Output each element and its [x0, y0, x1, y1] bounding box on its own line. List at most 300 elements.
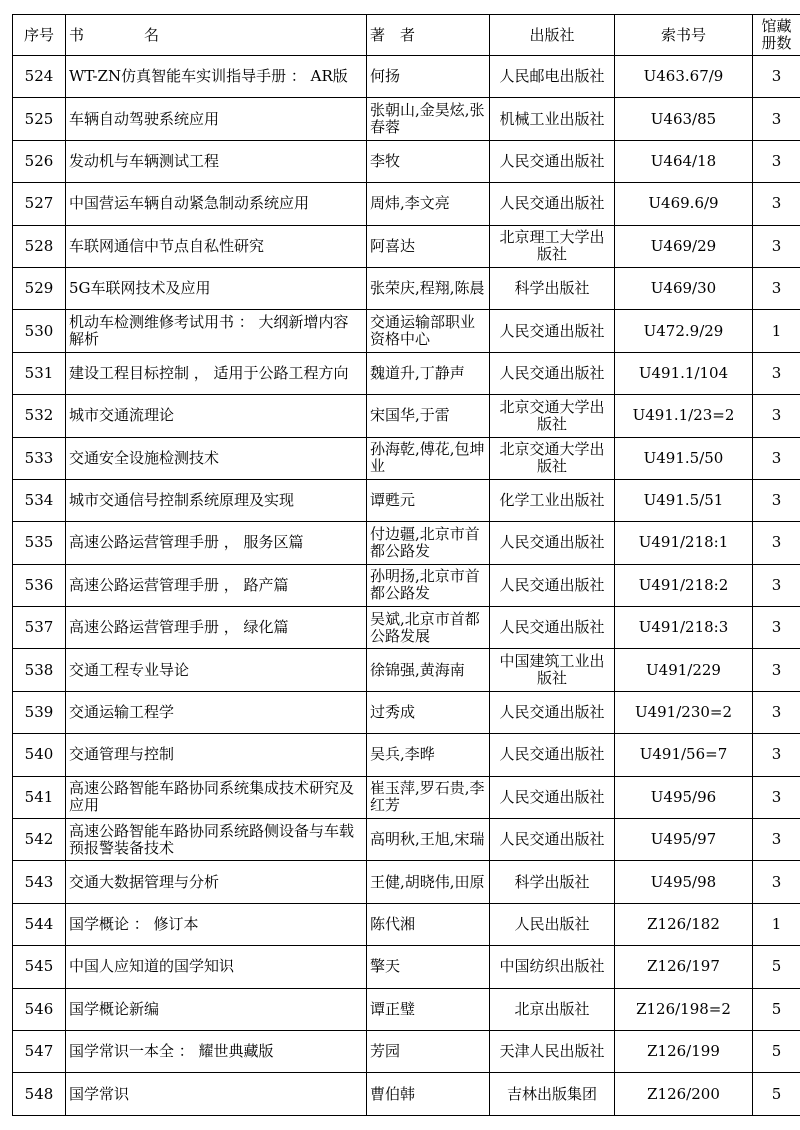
cell-title [66, 564, 367, 606]
cell-copies [753, 564, 800, 606]
cell-copies-text: 3 [771, 195, 782, 213]
cell-title [66, 691, 367, 733]
cell-author [367, 225, 490, 267]
cell-author [367, 988, 490, 1030]
cell-call-number-text: U469/30 [650, 280, 717, 298]
cell-copies [753, 1030, 800, 1072]
cell-call-number-text: Z126/182 [647, 916, 720, 933]
cell-num [13, 56, 66, 98]
cell-publisher [490, 649, 615, 691]
table-row [13, 946, 800, 988]
cell-title [66, 310, 367, 352]
cell-publisher [490, 607, 615, 649]
table-row [13, 1030, 800, 1072]
cell-call-number [615, 776, 753, 818]
cell-num [13, 691, 66, 733]
cell-num-text: 538 [24, 661, 54, 679]
cell-title-text: 高速公路智能车路协同系统路侧设备与车载预报警装备技术 [69, 822, 355, 857]
cell-call-number [615, 183, 753, 225]
cell-call-number [615, 946, 753, 988]
header-copies: 馆藏册数 [753, 15, 800, 56]
cell-publisher [490, 1073, 615, 1115]
cell-publisher-text: 人民出版社 [514, 916, 590, 933]
cell-call-number-text: Z126/197 [647, 958, 720, 976]
cell-author-text: 徐锦强,黄海南 [370, 661, 465, 679]
cell-publisher-text: 人民交通出版社 [499, 534, 605, 552]
cell-copies [753, 1073, 800, 1115]
cell-copies [753, 267, 800, 309]
cell-author-text: 张荣庆,程翔,陈晨 [370, 280, 485, 298]
cell-publisher-text: 北京交通大学出版社 [499, 398, 605, 433]
table-row [13, 183, 800, 225]
cell-publisher-text: 北京交通大学出版社 [499, 441, 605, 476]
cell-title-text: 车联网通信中节点自私性研究 [69, 237, 265, 255]
table-row [13, 522, 800, 564]
cell-copies [753, 522, 800, 564]
table-row [13, 98, 800, 140]
cell-title [66, 479, 367, 521]
cell-title [66, 56, 367, 98]
cell-call-number [615, 267, 753, 309]
cell-copies-text: 3 [771, 534, 782, 552]
cell-copies [753, 946, 800, 988]
cell-publisher [490, 98, 615, 140]
cell-publisher [490, 1030, 615, 1072]
cell-author-text: 吴兵,李晔 [370, 746, 435, 764]
cell-copies-text: 5 [771, 958, 782, 976]
cell-publisher [490, 225, 615, 267]
cell-num-text: 547 [24, 1043, 54, 1061]
table-row [13, 988, 800, 1030]
cell-author-text: 交通运输部职业资格中心 [370, 314, 476, 349]
cell-copies-text: 3 [771, 873, 782, 891]
cell-copies [753, 691, 800, 733]
cell-copies [753, 437, 800, 479]
cell-num-text: 534 [24, 492, 54, 510]
cell-publisher-text: 化学工业出版社 [499, 492, 605, 510]
cell-num-text: 533 [24, 449, 54, 467]
cell-author [367, 1073, 490, 1115]
cell-title [66, 183, 367, 225]
cell-call-number-text: U495/96 [650, 788, 717, 806]
cell-num [13, 267, 66, 309]
cell-num [13, 819, 66, 861]
cell-copies-text: 1 [771, 322, 782, 340]
table-row [13, 479, 800, 521]
cell-title [66, 607, 367, 649]
cell-author [367, 310, 490, 352]
cell-author-text: 张朝山,金昊炫,张春蓉 [370, 102, 485, 137]
cell-call-number-text: U463.67/9 [643, 68, 724, 86]
cell-call-number [615, 437, 753, 479]
cell-publisher [490, 564, 615, 606]
cell-num [13, 649, 66, 691]
table-row [13, 1073, 800, 1115]
cell-author [367, 1030, 490, 1072]
cell-num-text: 529 [24, 280, 54, 298]
cell-copies-text: 3 [771, 237, 782, 255]
cell-author [367, 183, 490, 225]
cell-title [66, 776, 367, 818]
cell-publisher-text: 科学出版社 [514, 280, 590, 298]
cell-publisher-text: 人民交通出版社 [499, 322, 605, 340]
cell-copies-text: 5 [771, 1000, 782, 1018]
cell-copies [753, 819, 800, 861]
cell-publisher [490, 310, 615, 352]
header-title: 书 名 [66, 15, 367, 56]
table-row [13, 861, 800, 903]
cell-publisher-text: 人民交通出版社 [499, 619, 605, 637]
cell-num [13, 183, 66, 225]
cell-publisher [490, 437, 615, 479]
cell-title-text: 国学常识一本全 ： 耀世典藏版 [69, 1043, 274, 1061]
cell-copies [753, 734, 800, 776]
cell-author [367, 903, 490, 945]
cell-call-number [615, 1073, 753, 1115]
cell-publisher-text: 人民交通出版社 [499, 364, 605, 382]
cell-author-text: 周炜,李文亮 [370, 195, 450, 213]
cell-num [13, 1073, 66, 1115]
cell-author-text: 谭甦元 [370, 492, 416, 510]
cell-publisher-text: 人民交通出版社 [499, 576, 605, 594]
cell-title [66, 946, 367, 988]
cell-author [367, 607, 490, 649]
cell-num-text: 545 [24, 958, 54, 976]
cell-author [367, 734, 490, 776]
cell-title-text: 高速公路智能车路协同系统集成技术研究及应用 [69, 780, 355, 815]
cell-title-text: 交通大数据管理与分析 [69, 873, 220, 891]
table-row [13, 776, 800, 818]
cell-author [367, 691, 490, 733]
cell-title [66, 988, 367, 1030]
book-list-table [12, 14, 800, 1116]
table-body [13, 56, 800, 1116]
cell-title-text: 建设工程目标控制 ， 适用于公路工程方向 [69, 364, 349, 382]
cell-title-text: 交通运输工程学 [69, 704, 175, 722]
table-row [13, 903, 800, 945]
cell-author [367, 140, 490, 182]
cell-copies [753, 776, 800, 818]
cell-author [367, 564, 490, 606]
cell-num [13, 734, 66, 776]
cell-call-number-text: U469/29 [650, 237, 717, 255]
cell-title-text: 国学概论新编 [69, 1000, 160, 1018]
cell-copies-text: 3 [771, 364, 782, 382]
cell-num-text: 539 [24, 704, 54, 722]
cell-title-text: 国学常识 [69, 1085, 130, 1103]
cell-copies-text: 3 [771, 661, 782, 679]
cell-copies [753, 988, 800, 1030]
cell-copies-text: 3 [771, 576, 782, 594]
cell-publisher-text: 科学出版社 [514, 873, 590, 891]
cell-num-text: 541 [24, 788, 54, 806]
cell-author [367, 522, 490, 564]
table-row [13, 56, 800, 98]
cell-copies [753, 607, 800, 649]
cell-call-number [615, 310, 753, 352]
cell-publisher [490, 734, 615, 776]
table-row [13, 564, 800, 606]
cell-author-text: 陈代湘 [370, 916, 416, 933]
cell-publisher-text: 人民交通出版社 [499, 152, 605, 170]
cell-copies-text: 3 [771, 407, 782, 425]
cell-title [66, 267, 367, 309]
cell-num [13, 1030, 66, 1072]
cell-author-text: 芳园 [370, 1043, 401, 1061]
cell-num-text: 535 [24, 534, 54, 552]
cell-call-number-text: U491/218:2 [638, 576, 729, 594]
table-row [13, 140, 800, 182]
cell-publisher [490, 522, 615, 564]
cell-call-number [615, 607, 753, 649]
cell-call-number [615, 522, 753, 564]
cell-call-number-text: U491/230=2 [634, 704, 733, 722]
cell-title-text: 交通安全设施检测技术 [69, 449, 220, 467]
cell-title-text: 车辆自动驾驶系统应用 [69, 110, 220, 128]
cell-call-number [615, 479, 753, 521]
cell-copies-text: 3 [771, 492, 782, 510]
cell-author-text: 何扬 [370, 68, 401, 86]
table-row [13, 437, 800, 479]
cell-call-number-text: U472.9/29 [643, 322, 724, 340]
cell-author-text: 魏道升,丁静声 [370, 364, 465, 382]
cell-num-text: 525 [24, 110, 54, 128]
cell-publisher [490, 776, 615, 818]
cell-publisher-text: 机械工业出版社 [499, 110, 605, 128]
header-row [13, 15, 800, 56]
cell-call-number [615, 352, 753, 394]
cell-author [367, 437, 490, 479]
cell-call-number [615, 691, 753, 733]
cell-copies-text: 3 [771, 110, 782, 128]
table-row [13, 352, 800, 394]
cell-title-text: 5G车联网技术及应用 [69, 280, 211, 298]
cell-author-text: 高明秋,王旭,宋瑞 [370, 831, 485, 849]
cell-publisher [490, 946, 615, 988]
cell-author-text: 吴斌,北京市首都公路发展 [370, 610, 480, 645]
cell-publisher-text: 人民交通出版社 [499, 746, 605, 764]
cell-copies-text: 3 [771, 152, 782, 170]
cell-num [13, 946, 66, 988]
cell-copies-text: 3 [771, 831, 782, 849]
cell-copies [753, 479, 800, 521]
cell-author-text: 擎天 [370, 958, 401, 976]
cell-call-number-text: U491/229 [646, 661, 721, 679]
cell-publisher [490, 691, 615, 733]
cell-call-number [615, 98, 753, 140]
cell-title-text: 高速公路运营管理手册 ， 服务区篇 [69, 534, 304, 552]
cell-call-number-text: U464/18 [650, 152, 717, 170]
cell-call-number-text: U491/56=7 [639, 746, 728, 764]
cell-num [13, 98, 66, 140]
cell-copies [753, 352, 800, 394]
cell-title [66, 225, 367, 267]
cell-num-text: 524 [24, 68, 54, 86]
cell-author [367, 267, 490, 309]
cell-num-text: 536 [24, 576, 54, 594]
cell-title [66, 861, 367, 903]
table-row [13, 267, 800, 309]
cell-title [66, 649, 367, 691]
cell-copies-text: 3 [771, 704, 782, 722]
cell-title [66, 352, 367, 394]
cell-author-text: 王健,胡晓伟,田原 [370, 873, 485, 891]
cell-num [13, 607, 66, 649]
cell-copies [753, 861, 800, 903]
cell-num [13, 988, 66, 1030]
cell-author [367, 98, 490, 140]
cell-publisher-text: 北京出版社 [514, 1000, 590, 1018]
cell-title-text: WT-ZN仿真智能车实训指导手册 ： AR版 [69, 68, 348, 86]
cell-publisher-text: 天津人民出版社 [499, 1043, 605, 1061]
cell-copies [753, 140, 800, 182]
cell-num-text: 546 [24, 1000, 54, 1018]
cell-call-number-text: U491/218:1 [638, 534, 729, 552]
cell-copies [753, 903, 800, 945]
cell-author [367, 352, 490, 394]
cell-title-text: 高速公路运营管理手册 ， 路产篇 [69, 576, 289, 594]
cell-publisher [490, 819, 615, 861]
cell-author-text: 阿喜达 [370, 237, 416, 255]
cell-publisher-text: 人民交通出版社 [499, 195, 605, 213]
cell-author [367, 861, 490, 903]
cell-num-text: 526 [24, 152, 54, 170]
cell-num [13, 564, 66, 606]
table-row [13, 395, 800, 437]
cell-author-text: 宋国华,于雷 [370, 407, 450, 425]
cell-author-text: 孙海乾,傅花,包坤业 [370, 441, 485, 476]
cell-title-text: 交通管理与控制 [69, 746, 175, 764]
cell-title [66, 1073, 367, 1115]
cell-num [13, 861, 66, 903]
cell-call-number [615, 1030, 753, 1072]
cell-publisher-text: 人民交通出版社 [499, 788, 605, 806]
cell-num [13, 522, 66, 564]
cell-num-text: 537 [24, 619, 54, 637]
cell-title [66, 437, 367, 479]
cell-publisher [490, 352, 615, 394]
cell-num [13, 437, 66, 479]
cell-title [66, 903, 367, 945]
cell-title-text: 国学概论 ： 修订本 [69, 916, 199, 933]
cell-author [367, 946, 490, 988]
cell-publisher [490, 903, 615, 945]
cell-call-number-text: U491/218:3 [638, 619, 729, 637]
cell-copies [753, 56, 800, 98]
cell-publisher [490, 56, 615, 98]
cell-title-text: 机动车检测维修考试用书 ： 大纲新增内容解析 [69, 314, 349, 349]
cell-num-text: 548 [24, 1085, 54, 1103]
cell-num-text: 543 [24, 873, 54, 891]
cell-call-number [615, 734, 753, 776]
cell-call-number-text: U491.1/104 [638, 364, 729, 382]
cell-num-text: 540 [24, 746, 54, 764]
cell-call-number-text: U463/85 [650, 110, 717, 128]
cell-publisher [490, 183, 615, 225]
header-num: 序号 [13, 15, 66, 56]
cell-num [13, 352, 66, 394]
cell-author-text: 谭正璧 [370, 1000, 416, 1018]
cell-call-number-text: U469.6/9 [648, 195, 719, 213]
table-row [13, 649, 800, 691]
cell-call-number-text: Z126/200 [647, 1085, 720, 1103]
cell-publisher [490, 267, 615, 309]
cell-copies-text: 5 [771, 1085, 782, 1103]
table-row [13, 607, 800, 649]
cell-title-text: 高速公路运营管理手册 ， 绿化篇 [69, 619, 289, 637]
cell-title [66, 1030, 367, 1072]
cell-copies-text: 5 [771, 1043, 782, 1061]
cell-publisher-text: 人民邮电出版社 [499, 68, 605, 86]
cell-author-text: 李牧 [370, 152, 401, 170]
cell-author [367, 649, 490, 691]
cell-title-text: 城市交通流理论 [69, 407, 175, 425]
cell-call-number [615, 140, 753, 182]
cell-title-text: 城市交通信号控制系统原理及实现 [69, 492, 295, 510]
table-row [13, 819, 800, 861]
cell-call-number-text: U495/97 [650, 831, 717, 849]
header-call-number: 索书号 [615, 15, 753, 56]
cell-num-text: 542 [24, 831, 54, 849]
cell-num [13, 225, 66, 267]
cell-copies-text: 3 [771, 788, 782, 806]
cell-publisher [490, 988, 615, 1030]
cell-num [13, 140, 66, 182]
cell-call-number [615, 225, 753, 267]
cell-call-number-text: U491.5/50 [643, 449, 724, 467]
cell-call-number [615, 819, 753, 861]
cell-call-number [615, 988, 753, 1030]
cell-copies [753, 310, 800, 352]
cell-copies-text: 3 [771, 280, 782, 298]
cell-call-number-text: Z126/199 [647, 1043, 720, 1061]
cell-title-text: 交通工程专业导论 [69, 661, 190, 679]
cell-num-text: 528 [24, 237, 54, 255]
cell-publisher [490, 395, 615, 437]
cell-author [367, 819, 490, 861]
cell-copies [753, 395, 800, 437]
cell-title-text: 中国人应知道的国学知识 [69, 958, 235, 976]
cell-num-text: 531 [24, 364, 54, 382]
cell-call-number [615, 395, 753, 437]
cell-publisher-text: 北京理工大学出版社 [499, 229, 605, 264]
cell-num [13, 903, 66, 945]
cell-title-text: 发动机与车辆测试工程 [69, 152, 220, 170]
cell-call-number [615, 861, 753, 903]
table-row [13, 691, 800, 733]
cell-title [66, 522, 367, 564]
cell-copies [753, 98, 800, 140]
header-publisher: 出版社 [490, 15, 615, 56]
cell-call-number [615, 56, 753, 98]
cell-title [66, 98, 367, 140]
cell-call-number-text: U491.5/51 [643, 492, 724, 510]
cell-author [367, 56, 490, 98]
cell-call-number-text: Z126/198=2 [636, 1000, 731, 1018]
cell-author-text: 付边疆,北京市首都公路发 [370, 525, 480, 560]
cell-call-number [615, 649, 753, 691]
cell-author-text: 曹伯韩 [370, 1085, 416, 1103]
cell-publisher-text: 中国纺织出版社 [499, 958, 605, 976]
cell-copies-text: 1 [771, 916, 782, 933]
cell-publisher-text: 中国建筑工业出版社 [499, 653, 605, 688]
cell-publisher [490, 140, 615, 182]
cell-num-text: 530 [24, 322, 54, 340]
cell-author-text: 孙明扬,北京市首都公路发 [370, 568, 480, 603]
cell-author [367, 479, 490, 521]
cell-author-text: 过秀成 [370, 704, 416, 722]
cell-title [66, 734, 367, 776]
